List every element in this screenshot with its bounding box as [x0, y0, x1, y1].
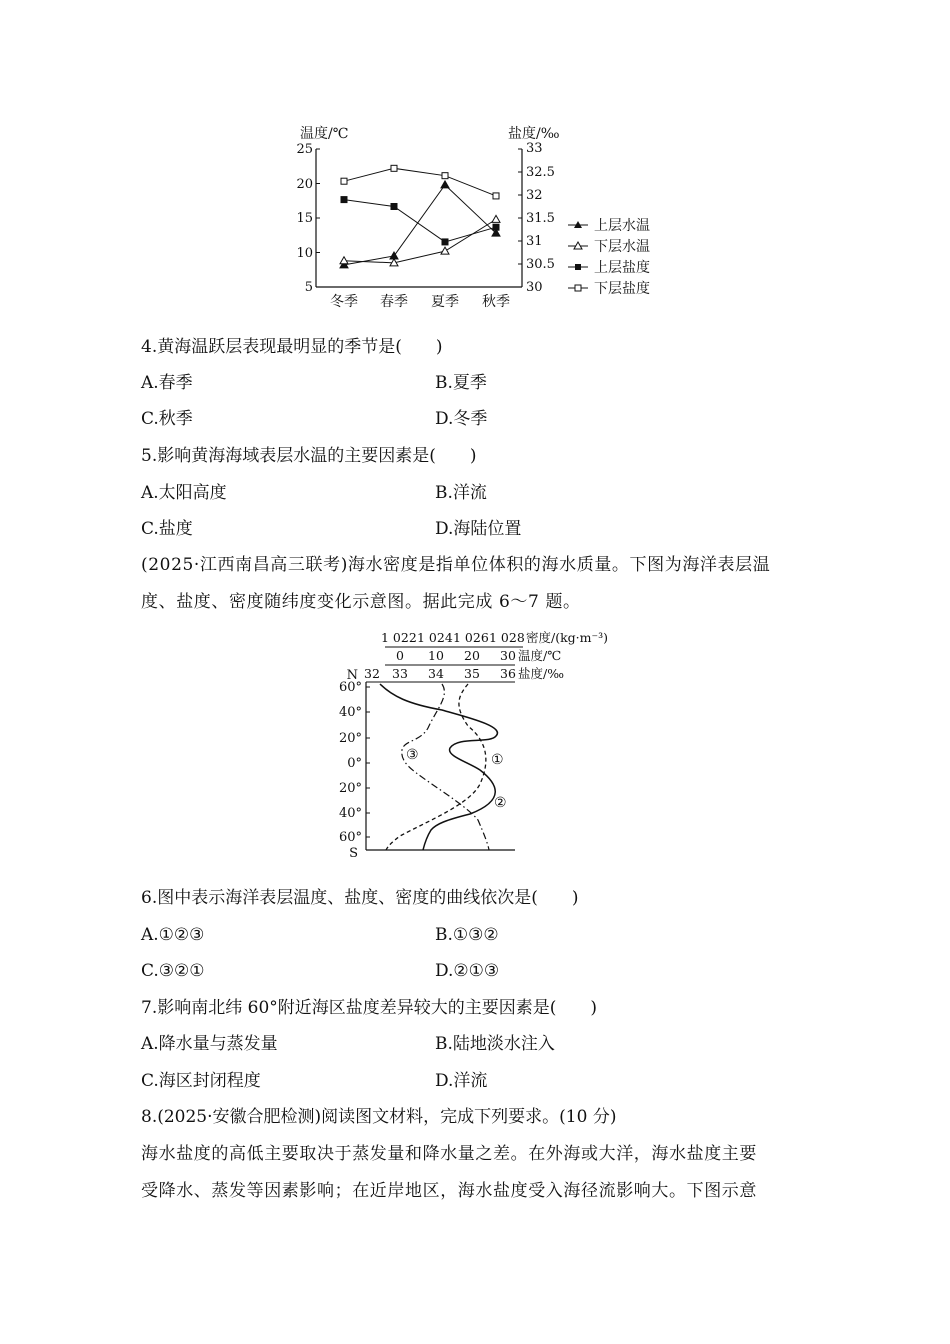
y-right-tick-label: 30: [526, 280, 543, 295]
latitude-label: 20°: [338, 781, 362, 796]
y-right-tick-label: 32.5: [526, 165, 555, 180]
series-lower-salinity: [341, 165, 499, 199]
y-left-ticks: [316, 149, 320, 253]
series-upper-salinity: [341, 197, 499, 245]
temperature-tick: 10: [428, 648, 444, 663]
q5-option-b: B.洋流: [435, 483, 487, 503]
y-right-tick-label: 31: [526, 234, 543, 249]
density-tick: 1 026: [453, 630, 489, 645]
legend-item: [568, 217, 650, 234]
q4-option-c: C.秋季: [141, 409, 193, 429]
y-left-tick-label: 20: [296, 177, 313, 192]
q8-stem: 8.(2025·安徽合肥检测)阅读图文材料，完成下列要求。(10 分): [141, 1107, 617, 1127]
y-left-tick-label: 15: [296, 211, 313, 226]
curve-3-label: ③: [406, 747, 419, 763]
salinity-tick: 36: [500, 666, 516, 681]
q6-stem: 6.图中表示海洋表层温度、盐度、密度的曲线依次是( ): [141, 888, 579, 908]
legend-label: 下层盐度: [594, 281, 650, 297]
filled-square-icon: [575, 264, 581, 270]
hollow-square-icon: [575, 285, 581, 291]
q7-stem: 7.影响南北纬 60°附近海区盐度差异较大的主要因素是( ): [141, 998, 598, 1018]
latitude-label: 40°: [338, 806, 362, 821]
data-point-marker: [492, 215, 500, 222]
data-point-marker: [341, 178, 347, 184]
y-left-tick-label: 25: [296, 142, 313, 157]
curve-2-label: ②: [494, 795, 507, 811]
data-point-marker: [340, 257, 348, 264]
intro-line-1: (2025·江西南昌高三联考)海水密度是指单位体积的海水质量。下图为海洋表层温: [141, 555, 771, 575]
q5-option-c: C.盐度: [141, 519, 193, 539]
y-left-tick-label: 5: [304, 280, 313, 295]
q4-option-d: D.冬季: [435, 409, 488, 429]
data-point-marker: [391, 204, 397, 210]
y-left-title: 温度/℃: [300, 126, 349, 142]
legend-item: [568, 280, 650, 297]
x-category-label: 春季: [380, 294, 408, 310]
density-tick: 1 028: [489, 630, 525, 645]
series-line: [344, 200, 496, 242]
temperature-label: 温度/℃: [518, 648, 562, 663]
q7-option-d: D.洋流: [435, 1071, 488, 1091]
density-tick: 1 022: [381, 630, 417, 645]
q8-paragraph-line-1: 海水盐度的高低主要取决于蒸发量和降水量之差。在外海或大洋，海水盐度主要: [141, 1144, 757, 1164]
y-right-tick-label: 33: [526, 141, 543, 156]
series-line: [344, 168, 496, 196]
data-point-marker: [441, 181, 449, 188]
curve-1-label: ①: [491, 752, 504, 768]
series-line: [344, 219, 496, 262]
legend-item: [568, 238, 650, 255]
intro-line-2: 度、盐度、密度随纬度变化示意图。据此完成 6～7 题。: [141, 592, 581, 612]
q4-option-a: A.春季: [141, 373, 193, 393]
temperature-tick: 20: [464, 648, 480, 663]
latitude-profile-chart: [330, 624, 630, 862]
series-lower-water-temp: [340, 215, 500, 265]
density-label: 密度/(kg·m⁻³): [526, 630, 608, 645]
y-right-tick-label: 32: [526, 188, 543, 203]
q6-option-b: B.①③②: [435, 925, 499, 945]
legend: [568, 217, 650, 297]
density-tick: 1 024: [417, 630, 453, 645]
q8-paragraph-line-2: 受降水、蒸发等因素影响；在近岸地区，海水盐度受入海径流影响大。下图示意: [141, 1181, 757, 1201]
q7-option-a: A.降水量与蒸发量: [141, 1034, 278, 1054]
q6-option-a: A.①②③: [141, 925, 205, 945]
q7-option-c: C.海区封闭程度: [141, 1071, 261, 1091]
latitude-label: 60°: [338, 680, 362, 695]
legend-label: 上层水温: [594, 218, 650, 234]
latitude-label: 20°: [338, 731, 362, 746]
data-point-marker: [341, 197, 347, 203]
q5-stem: 5.影响黄海海域表层水温的主要因素是( ): [141, 446, 477, 466]
data-point-marker: [493, 224, 499, 230]
q4-option-b: B.夏季: [435, 373, 487, 393]
q6-option-c: C.③②①: [141, 961, 205, 981]
legend-label: 下层水温: [594, 239, 650, 255]
legend-label: 上层盐度: [594, 260, 650, 276]
temperature-tick: 30: [500, 648, 516, 663]
seasonal-temp-salinity-chart: [290, 118, 670, 318]
salinity-tick: 35: [464, 666, 480, 681]
salinity-tick: 34: [428, 666, 444, 681]
data-point-marker: [493, 193, 499, 199]
y-right-tick-label: 30.5: [526, 257, 555, 272]
x-category-label: 秋季: [482, 294, 510, 310]
legend-item: [568, 259, 650, 276]
x-category-label: 夏季: [431, 294, 459, 310]
salinity-tick: 33: [392, 666, 408, 681]
latitude-label: 60°: [338, 830, 362, 845]
y-right-tick-label: 31.5: [526, 211, 555, 226]
q7-option-b: B.陆地淡水注入: [435, 1034, 555, 1054]
x-category-label: 冬季: [330, 294, 358, 310]
q5-option-a: A.太阳高度: [141, 483, 227, 503]
q5-option-d: D.海陆位置: [435, 519, 522, 539]
latitude-label: S: [349, 846, 358, 861]
latitude-ticks: [366, 687, 370, 837]
data-point-marker: [442, 173, 448, 179]
data-point-marker: [391, 165, 397, 171]
q6-option-d: D.②①③: [435, 961, 500, 981]
salinity-label: 盐度/‰: [518, 666, 564, 681]
y-right-title: 盐度/‰: [508, 126, 560, 142]
latitude-label: N: [346, 668, 358, 683]
temperature-tick: 0: [396, 648, 404, 663]
salinity-tick: 32: [364, 666, 380, 681]
latitude-label: 40°: [338, 705, 362, 720]
y-left-tick-label: 10: [296, 246, 313, 261]
data-point-marker: [442, 239, 448, 245]
data-point-marker: [441, 247, 449, 254]
q4-stem: 4.黄海温跃层表现最明显的季节是( ): [141, 337, 443, 357]
latitude-label: 0°: [347, 756, 362, 771]
